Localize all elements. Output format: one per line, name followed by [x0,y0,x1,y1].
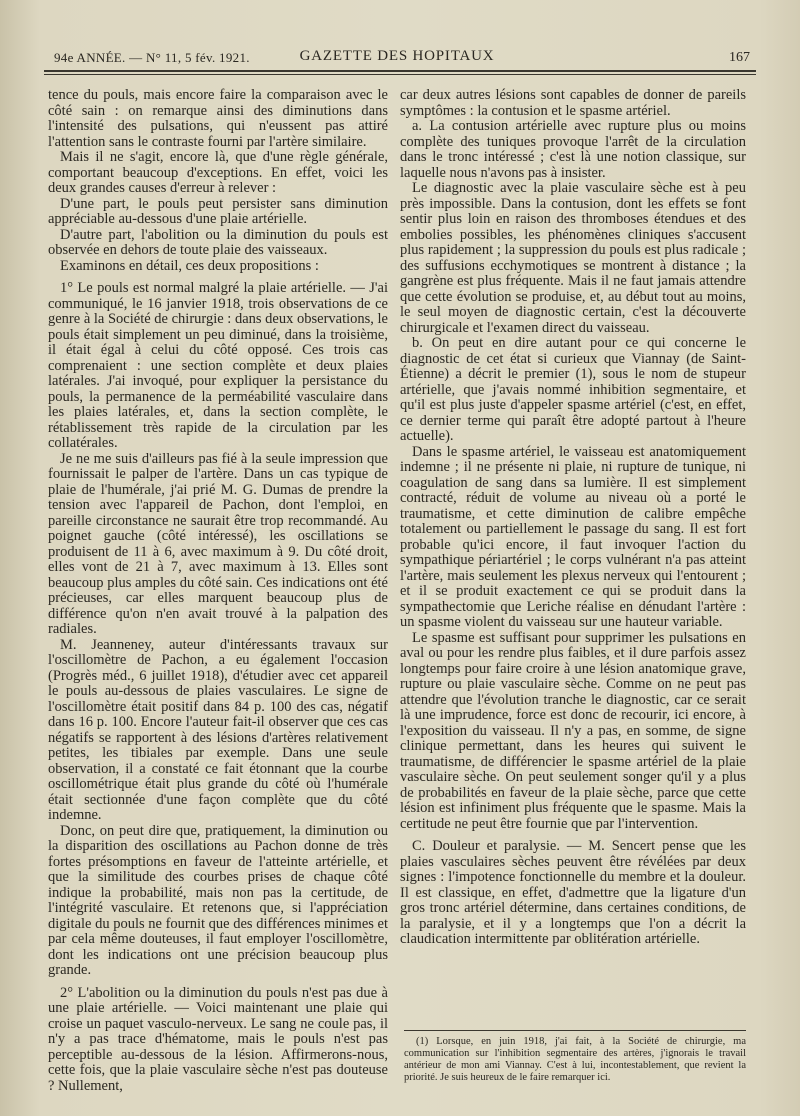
paragraph: Le diagnostic avec la plaie vasculaire sèche est à peu près impossible. Dans la contusion, dont les effets se font sentir plus loin en raison des thromboses étendues et des embolies possibles, les phénomènes cliniques s'accusent plus rapidement ; la suppression du pouls est plus radicale ; des suffusions ecchymotiques se montrent à distance ; la gangrène est plus fréquente. Mais il ne faut jamais attendre que cette évolution se produise, et, au début tout au moins, le seul moyen de diagnostic certain, c'est la découverte chirurgicale et l'examen direct du vaisseau. [400,180,746,336]
page-header [44,44,750,68]
paragraph: Dans le spasme artériel, le vaisseau est anatomiquement indemne ; il ne présente ni plaie, ni rupture de tunique, ni coagulation de sang dans sa lumière. Il est simplement contracté, réduit de volume au niveau où a porté le traumatisme, et cette diminution de calibre empêche totalement ou partiellement le passage du sang. Il est fort probable qu'ici encore, il faut invoquer l'action du sympathique périartériel ; le corps vulnérant n'a pas atteint l'artère, mais seulement les plexus nerveux qui l'entourent ; et il se produit exactement ce qui se produit dans la sympathectomie que Leriche réalise en dénudant l'artère : un spasme violent du vaisseau sur une hauteur variable. [400,443,746,630]
left-column [48,88,388,1094]
paragraph: D'autre part, l'abolition ou la diminution du pouls est observée en dehors de toute plaie des vaisseaux. [48,226,388,258]
paragraph: tence du pouls, mais encore faire la comparaison avec le côté sain : on remarque ainsi des diminutions dans l'intensité des pulsations, qui n'eussent pas attiré l'attention sans le contraste fourni par l'artère similaire. [48,87,388,150]
header-rule-thin [44,74,756,75]
footnote-text: (1) Lorsque, en juin 1918, j'ai fait, à la Société de chirurgie, ma communication sur l'inhibition segmentaire des artères, j'ignorais le travail antérieur de mon ami Viannay. C'est à lui, incontestablement, que revient la priorité. Je suis heureux de le faire remarquer ici. [404,1036,746,1083]
page-number: 167 [729,50,750,65]
paragraph: Je ne me suis d'ailleurs pas fié à la seule impression que fournissait le palper de l'artère. Dans un cas typique de plaie de l'humérale, j'ai prié M. G. Dumas de prendre la tension avec l'appareil de Pachon, dont l'emploi, en pareille circonstance ne saurait être trop recommandé. Au poignet gauche (côté intéressé), les oscillations se produisent de 11 à 6, avec maximum à 9. Du côté droit, elles vont de 21 à 7, avec maximum à 13. Elles sont beaucoup plus amples du côté sain. Ces indications ont été précieuses, car elles marquent beaucoup plus de différence qu'on n'en avait trouvé à la palpation des radiales. [48,450,388,637]
footnote [404,1036,746,1084]
paragraph: 1° Le pouls est normal malgré la plaie artérielle. — J'ai communiqué, le 16 janvier 1918, trois observations de ce genre à la Société de chirurgie : dans deux observations, le pouls était simplement un peu diminué, dans la troisième, il était égal à celui du côté opposé. Ces trois cas comprenaient : une section complète et deux plaies latérales. J'ai invoqué, pour expliquer la persistance du pouls, la permanence de la perméabilité vasculaire dans les plaies latérales, et, dans la section complète, le rétablissement très rapide de la circulation par les collatérales. [48,280,388,451]
paragraph: Mais il ne s'agit, encore là, que d'une règle générale, comportant beaucoup d'exceptions. En effet, voici les deux grandes causes d'erreur à relever : [48,149,388,196]
paragraph: M. Jeanneney, auteur d'intéressants travaux sur l'oscillomètre de Pachon, a eu également l'occasion (Progrès méd., 6 juillet 1918), d'étudier avec cet appareil le pouls au-dessous de plaies vasculaires. Le signe de l'oscillomètre était positif dans 84 p. 100 des cas, négatif dans 16 p. 100. Encore l'auteur fait-il observer que ces cas négatifs se rapportent à des lésions d'artères relativement petites, les tibiales par exemple. Dans une seule observation, il a constaté ce fait étonnant que la courbe oscillométrique était plus grande du côté où l'humérale était sectionnée d'une façon complète que du côté indemne. [48,636,388,823]
header-rule-thick [44,70,756,72]
footnote-rule [404,1030,746,1031]
paragraph: b. On peut en dire autant pour ce qui concerne le diagnostic de cet état si curieux que Viannay (de Saint-Étienne) a décrit le premier (1), sous le nom de stupeur artérielle, que j'avais nommé inhibition segmentaire, et qu'il est plus juste d'appeler spasme artériel (c'est, en effet, ce dernier terme qui paraît être adopté partout à l'heure actuelle). [400,335,746,444]
paragraph: Donc, on peut dire que, pratiquement, la diminution ou la disparition des oscillations au Pachon donne de très fortes présomptions en faveur de l'atteinte artérielle, et que la similitude des courbes prises de chaque côté indique la probabilité, mais non pas la certitude, de l'intégrité vasculaire. Et retenons que, si l'appréciation digitale du pouls ne fournit que des différences minimes et par cela même douteuses, il faut employer l'oscillomètre, dont les indications ont une précision beaucoup plus grande. [48,822,388,978]
paragraph: D'une part, le pouls peut persister sans diminution appréciable au-dessous d'une plaie artérielle. [48,195,388,227]
paragraph: C. Douleur et paralysie. — M. Sencert pense que les plaies vasculaires sèches peuvent être révélées par deux signes : l'impotence fonctionnelle du membre et la douleur. Il est classique, en effet, d'admettre que la ligature d'un gros tronc artériel détermine, dans certaines conditions, de la paralysie, et il y a longtemps que l'on a décrit la claudication intermittente par oblitération artérielle. [400,838,746,947]
right-column [400,88,746,948]
issue-info: 94e ANNÉE. — N° 11, 5 fév. 1921. [54,50,250,65]
paragraph: car deux autres lésions sont capables de donner de pareils symptômes : la contusion et le spasme artériel. [400,87,746,119]
paragraph: Le spasme est suffisant pour supprimer les pulsations en aval ou pour les rendre plus faibles, et il dure parfois assez longtemps pour faire croire à une lésion anatomique grave, rupture ou plaie vasculaire sèche. Comme on ne peut pas attendre que l'évolution tranche le diagnostic, car ce serait là une imprudence, force est donc de recourir, ici encore, à l'exposition du vaisseau. Il n'y a pas, en somme, de signe clinique permettant, dans les heures qui suivent le traumatisme, de différencier le spasme artériel de la plaie vasculaire sèche. On peut seulement songer qu'il y a plus de probabilités en faveur de la plaie sèche, parce que cette lésion est infiniment plus fréquente que le spasme. Mais la certitude ne peut être fournie que par l'intervention. [400,629,746,832]
paragraph: Examinons en détail, ces deux propositions : [60,257,319,274]
journal-title: GAZETTE DES HOPITAUX [299,48,495,64]
paragraph: 2° L'abolition ou la diminution du pouls n'est pas due à une plaie artérielle. — Voici maintenant une plaie qui croise un paquet vasculo-nerveux. Le sang ne coule pas, il n'y a pas trace d'hématome, mais le pouls n'est pas perceptible au-dessous de la lésion. Affirmerons-nous, cette fois, que la plaie vasculaire sèche n'est pas douteuse ? Nullement, [48,984,388,1094]
paragraph: a. La contusion artérielle avec rupture plus ou moins complète des tuniques provoque l'arrêt de la circulation dans le tronc intéressé ; c'est là une notion classique, sur laquelle nous n'avons pas à insister. [400,118,746,181]
